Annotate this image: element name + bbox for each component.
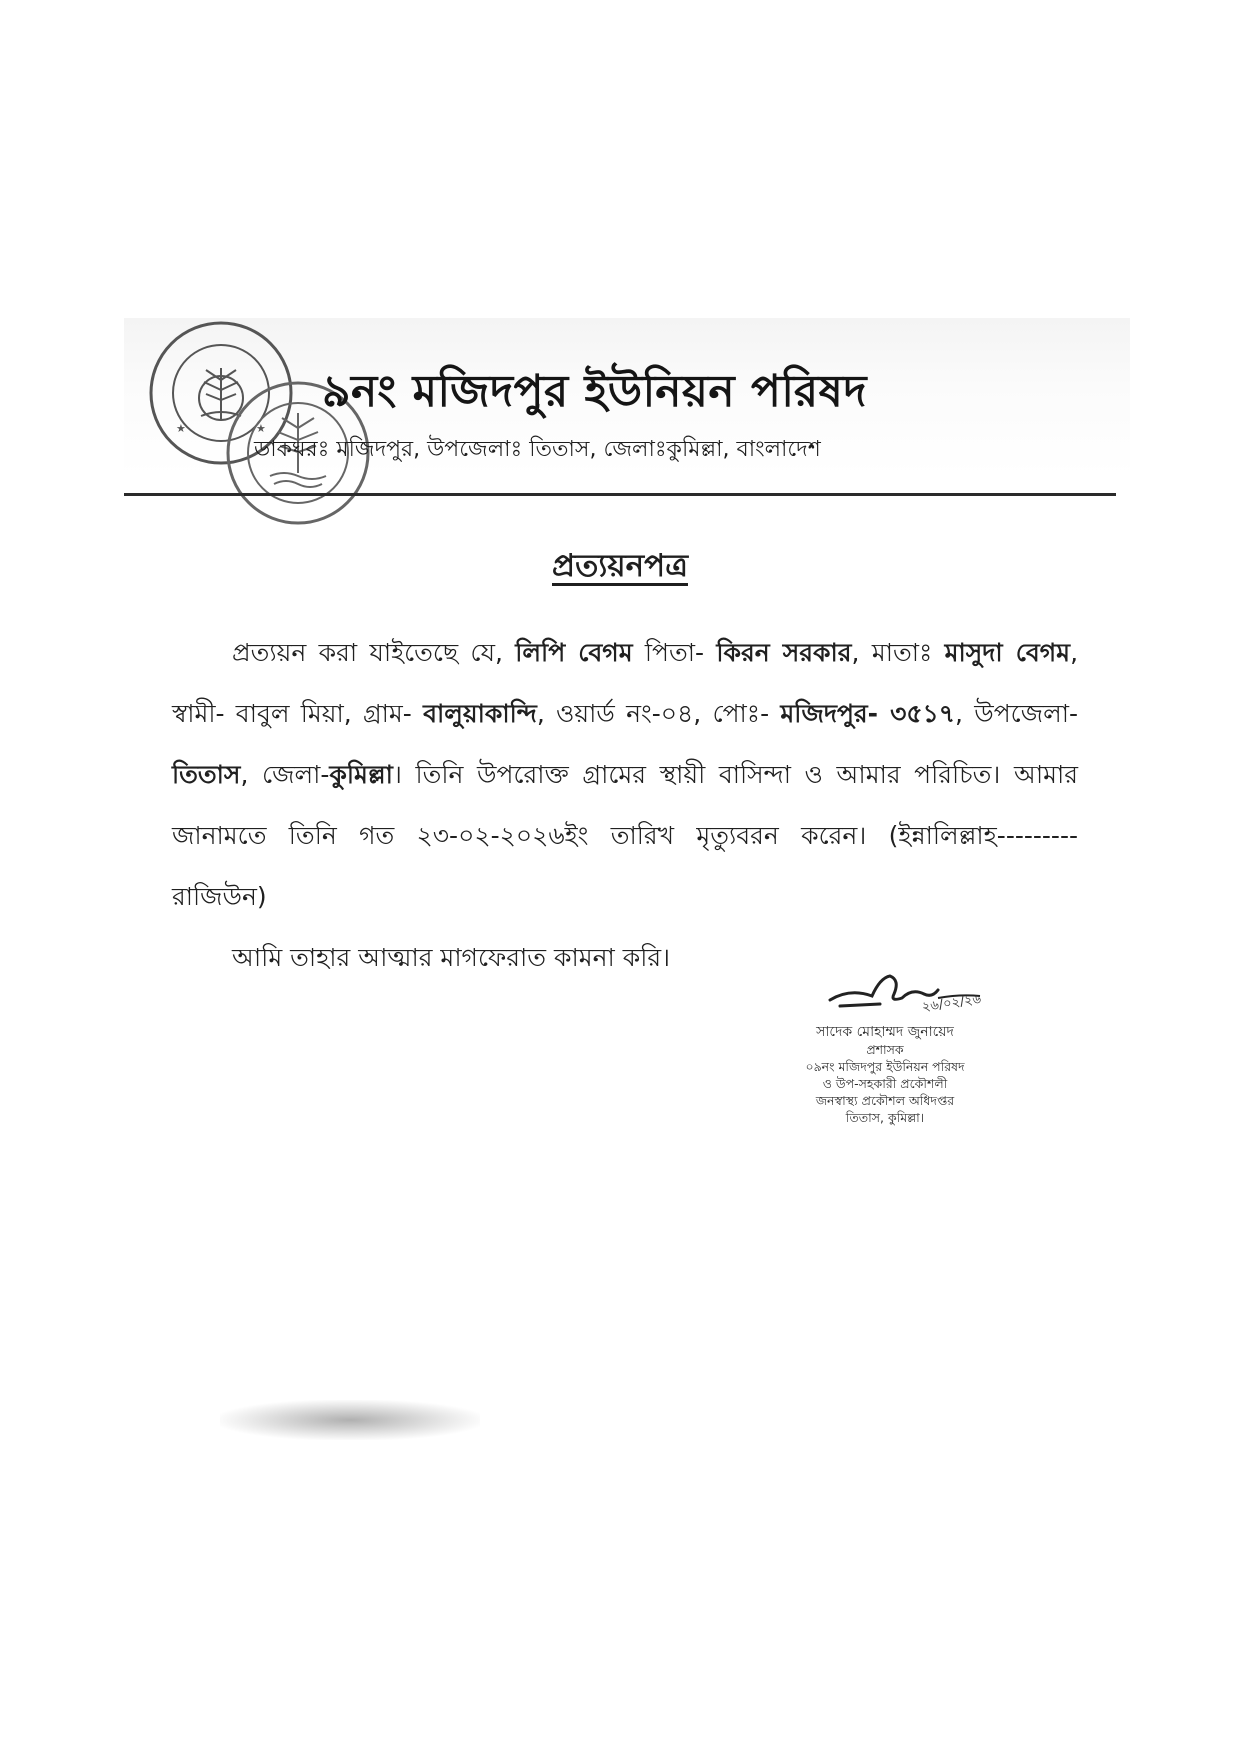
organization-name: ৯নং মজিদপুর ইউনিয়ন পরিষদ: [322, 366, 868, 417]
post-office: মজিদপুর- ৩৫১৭: [780, 699, 956, 728]
text-run: প্রত্যয়ন করা যাইতেছে যে,: [232, 638, 516, 667]
text-run: , মাতাঃ: [851, 638, 945, 667]
text-run: , উপজেলা-: [955, 699, 1078, 728]
signatory-department: জনস্বাস্থ্য প্রকৌশল অধিদপ্তর: [815, 1093, 955, 1108]
text-run: পিতা-: [632, 638, 717, 667]
signatory-location: তিতাস, কুমিল্লা।: [845, 1110, 925, 1125]
signatory-post: ও উপ-সহকারী প্রকৌশলী: [822, 1076, 948, 1091]
document-title: [0, 542, 1240, 594]
district-name: কুমিল্লা: [329, 760, 393, 789]
certificate-paragraph-2: আমি তাহার আত্মার মাগফেরাত কামনা করি।: [232, 943, 671, 972]
upazila-name: তিতাস: [172, 760, 241, 789]
certificate-paragraph-1: [172, 622, 1078, 927]
mother-name: মাসুদা বেগম: [944, 638, 1071, 667]
text-run: , ওয়ার্ড নং-০৪, পোঃ-: [536, 699, 781, 728]
signatory-organization: ০৯নং মজিদপুর ইউনিয়ন পরিষদ: [805, 1059, 965, 1074]
header-divider: [124, 493, 1116, 496]
scan-smudge: [220, 1400, 480, 1440]
certificate-body: [172, 622, 1078, 988]
signatory-block: [770, 1024, 1000, 1126]
father-name: কিরন সরকার: [716, 638, 852, 667]
svg-text:★: ★: [256, 422, 266, 435]
signature-date: ২৬/০২/২৬: [921, 991, 983, 1016]
village-name: বালুয়াকান্দি: [423, 699, 537, 728]
deceased-name: লিপি বেগম: [515, 638, 633, 667]
svg-text:★: ★: [176, 422, 186, 435]
signatory-role: প্রশাসক: [866, 1042, 904, 1057]
text-run: । তিনি উপরোক্ত গ্রামের স্থায়ী বাসিন্দা ও আমার পরিচিত। আমার জানামতে তিনি গত ২৩-০২-২০২৬ইং তারিখ মৃত্যুবরন করেন। (ইন্নালিল্লাহ--------- রাজিউন): [172, 760, 1078, 911]
signatory-name: সাদেক মোহাম্মদ জুনায়েদ: [816, 1024, 954, 1040]
organization-address: ডাকঘরঃ মজিদপুর, উপজেলাঃ তিতাস, জেলাঃকুমিল্লা, বাংলাদেশ: [254, 437, 821, 462]
text-run: , স্বামী- বাবুল মিয়া, গ্রাম-: [172, 638, 1079, 728]
document-title-text: প্রত্যয়নপত্র: [552, 548, 688, 584]
text-run: , জেলা-: [240, 760, 330, 789]
